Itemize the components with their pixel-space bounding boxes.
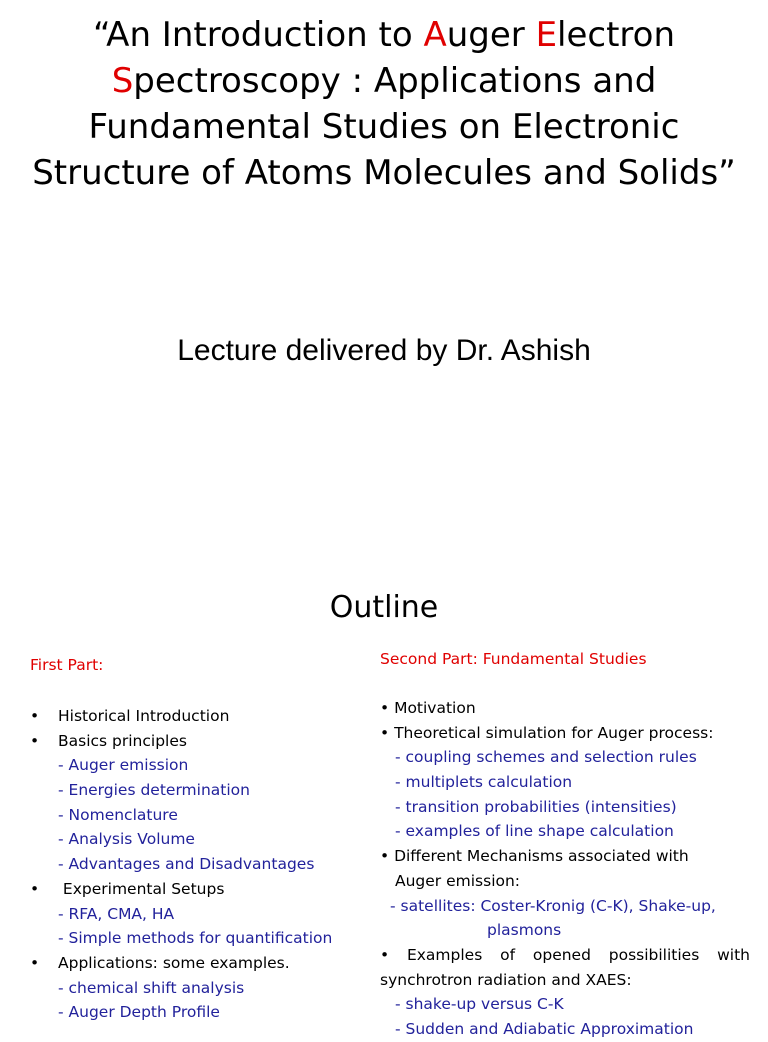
sub-item: - RFA, CMA, HA <box>58 904 175 923</box>
sub-item: - coupling schemes and selection rules <box>395 748 697 767</box>
bullet-icon: • <box>30 707 40 725</box>
list-item: • Different Mechanisms associated with <box>380 847 689 866</box>
sub-item: - Auger emission <box>58 756 189 775</box>
title-highlight-e: E <box>535 15 558 55</box>
second-part-column <box>380 650 750 1042</box>
sub-item: - multiplets calculation <box>395 773 573 792</box>
list-item-continuation: synchrotron radiation and XAES: <box>380 970 632 989</box>
list-item <box>30 951 370 976</box>
list-item: • Motivation <box>380 699 476 717</box>
first-part-heading: First Part: <box>30 656 104 674</box>
lecturer-line: Lecture delivered by Dr. Ashish <box>177 334 591 367</box>
list-item <box>30 704 370 729</box>
sub-item: - shake-up versus C-K <box>395 995 564 1014</box>
title-text-2: uger <box>446 15 536 55</box>
sub-item: - Analysis Volume <box>58 830 195 849</box>
document-title <box>20 12 748 196</box>
bullet-icon: • <box>30 879 40 898</box>
sub-item: - Energies determination <box>58 781 250 800</box>
bullet-icon: • <box>30 953 40 972</box>
first-part-column <box>30 656 370 1025</box>
list-item: • Examples of opened possibilities with <box>380 945 750 964</box>
title-highlight-a: A <box>423 15 447 55</box>
sub-item: - Sudden and Adiabatic Approximation <box>395 1019 694 1038</box>
title-text-3: lectron <box>557 15 676 55</box>
list-item-text: Basics principles <box>58 731 187 750</box>
list-item: • Theoretical simulation for Auger process: <box>380 723 714 742</box>
list-item-text: Applications: some examples. <box>58 953 290 972</box>
sub-item: - Simple methods for quantification <box>58 929 333 948</box>
sub-item: - examples of line shape calculation <box>395 822 674 841</box>
second-part-heading: Second Part: Fundamental Studies <box>380 650 647 668</box>
sub-item: - Nomenclature <box>58 805 178 824</box>
sub-item-continuation: plasmons <box>487 921 562 940</box>
list-item-text: Historical Introduction <box>58 707 230 725</box>
sub-item: - transition probabilities (intensities) <box>395 797 677 816</box>
outline-heading: Outline <box>329 590 439 625</box>
bullet-icon: • <box>30 731 40 750</box>
title-text-1: “An Introduction to <box>92 15 424 55</box>
sub-item: - chemical shift analysis <box>58 978 245 997</box>
list-item-text: Experimental Setups <box>58 879 225 898</box>
list-item-continuation: Auger emission: <box>395 871 521 890</box>
title-highlight-s: S <box>111 61 134 101</box>
title-text-4: pectroscopy : Applications and Fundamental Studies on Electronic Structure of Atoms Molecules and Solids” <box>32 61 736 193</box>
list-item <box>30 877 370 902</box>
sub-item: - Advantages and Disadvantages <box>58 855 315 874</box>
list-item <box>30 729 370 754</box>
sub-item: - satellites: Coster-Kronig (C-K), Shake-up, <box>390 896 716 915</box>
sub-item: - Auger Depth Profile <box>58 1003 220 1022</box>
